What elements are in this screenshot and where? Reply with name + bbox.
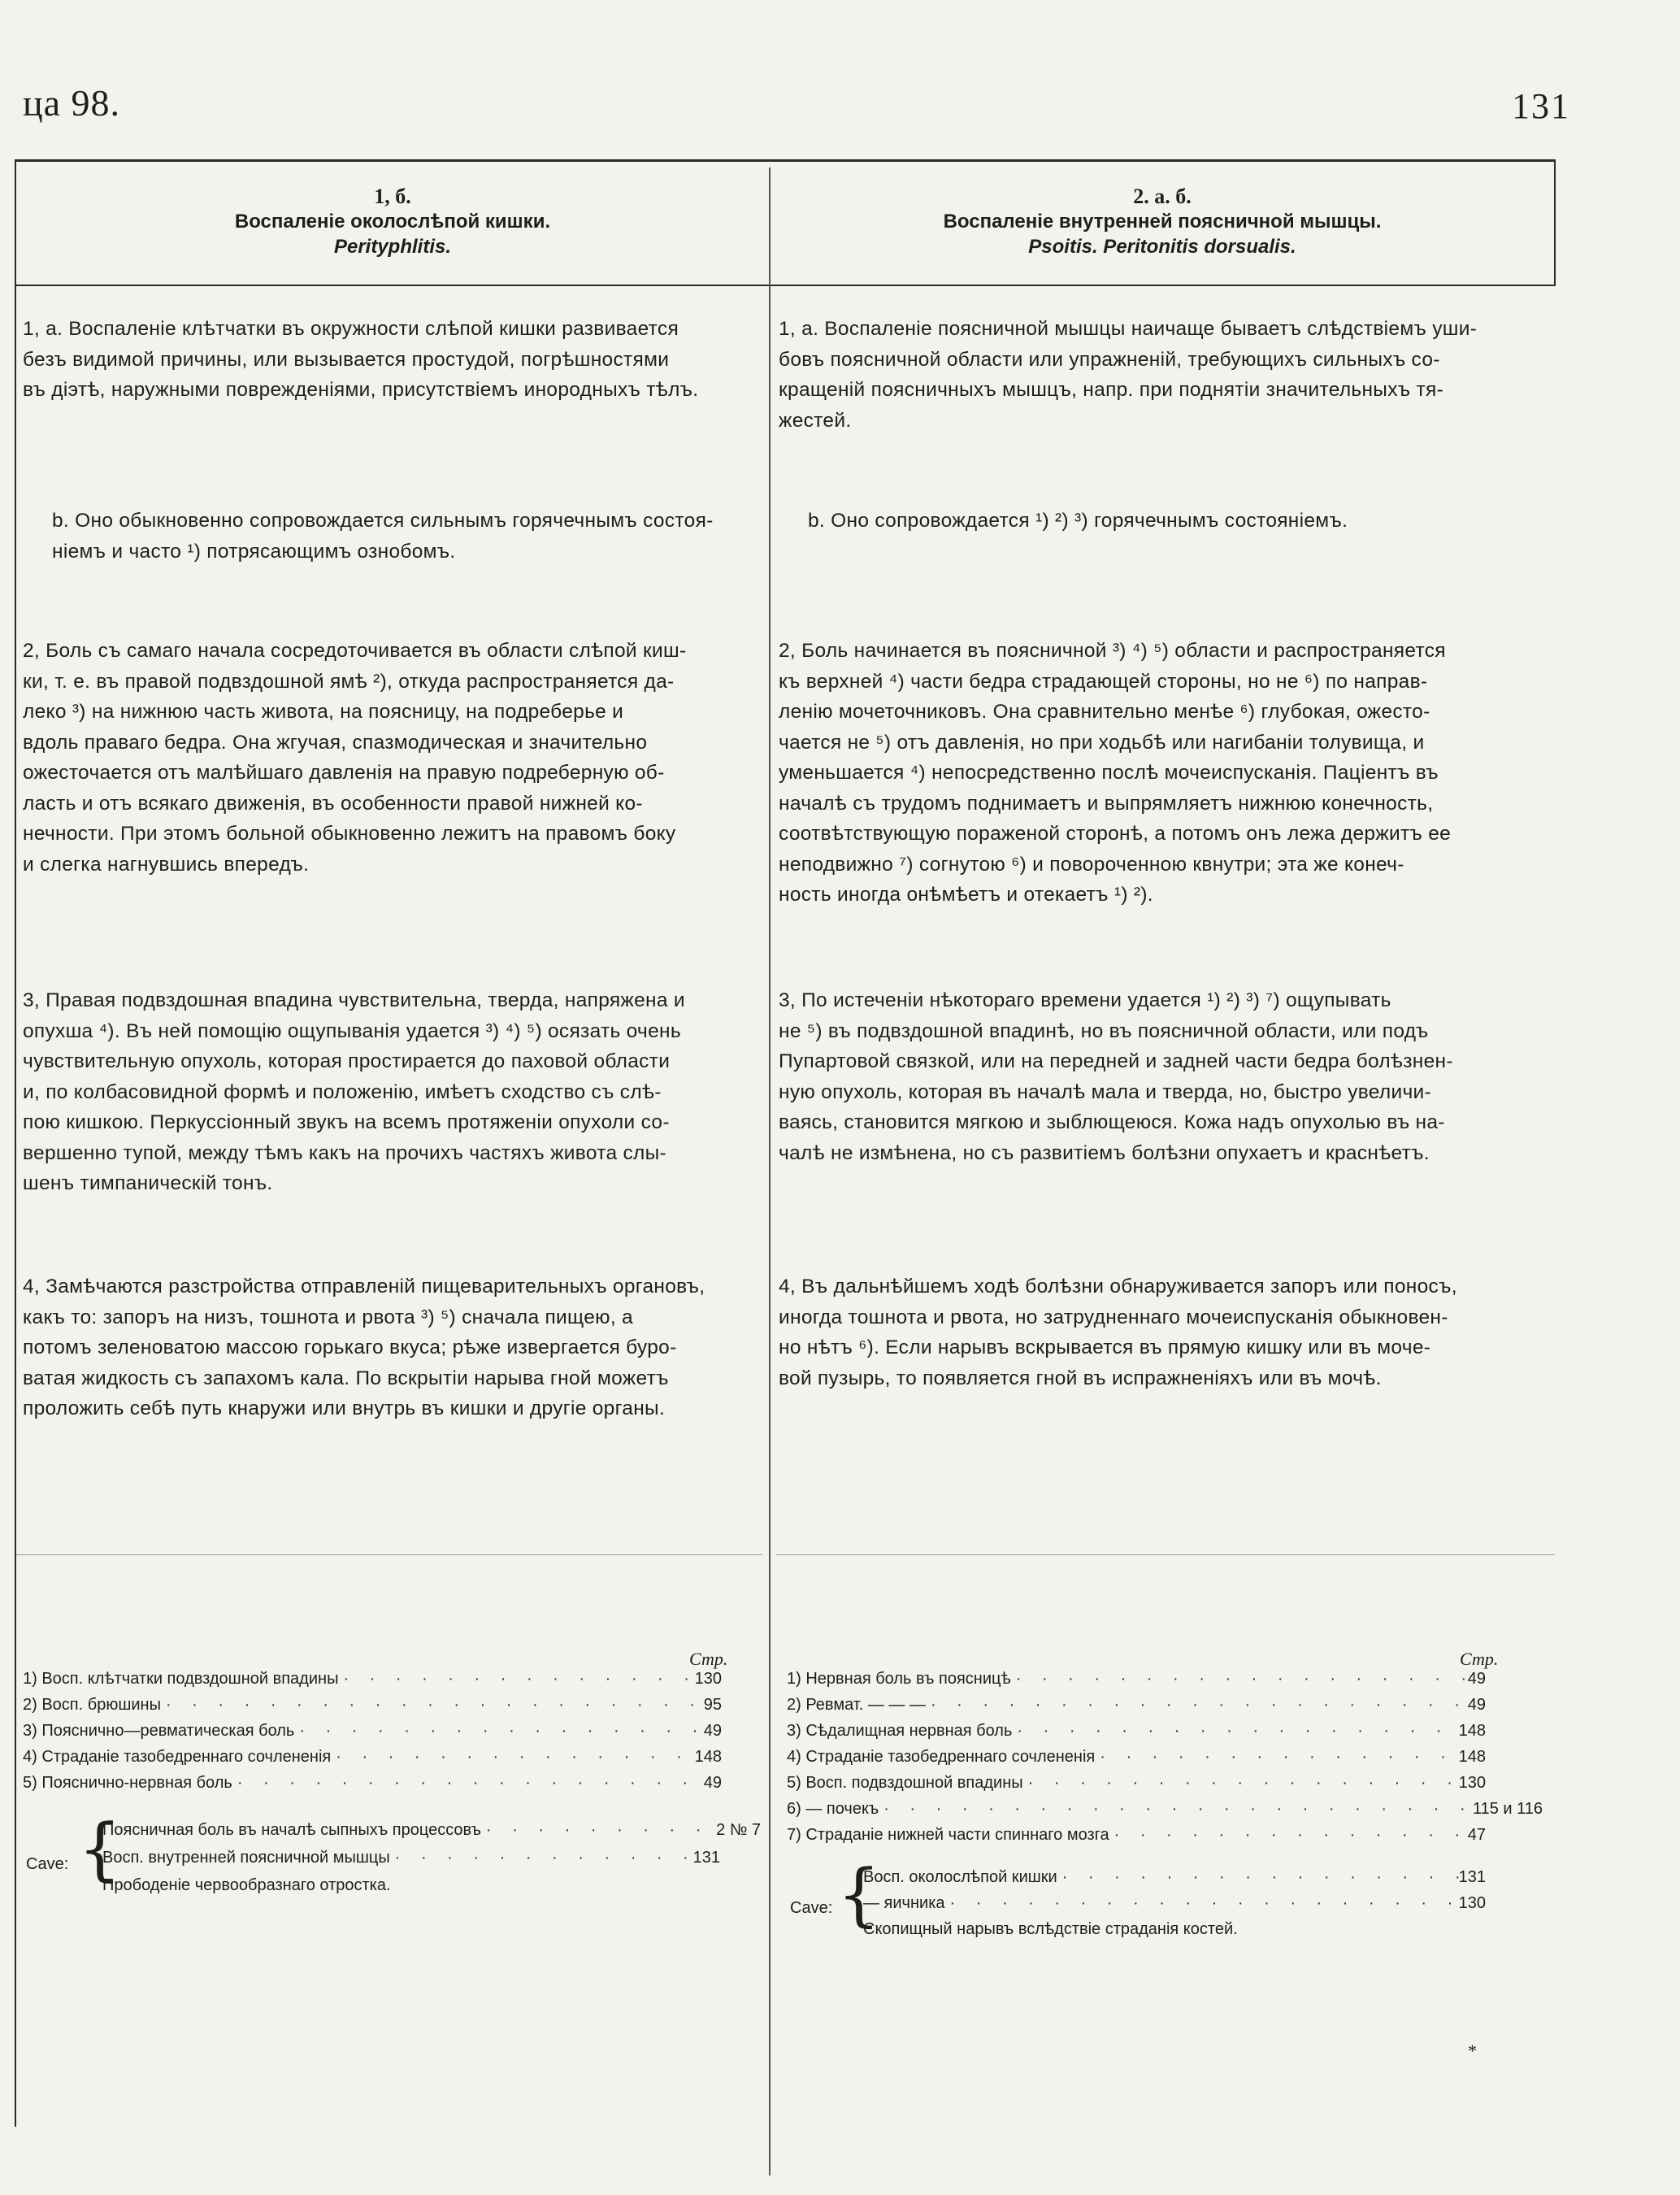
footnote-row — [787, 1722, 1486, 1749]
footnote-label: 2) Ревмат. — — — — [787, 1696, 926, 1714]
cave-page: 130 — [1458, 1894, 1486, 1912]
footnote-row — [23, 1696, 722, 1723]
footnote-row — [787, 1774, 1486, 1802]
right-border — [1554, 159, 1556, 286]
footnote-page: 130 — [1458, 1774, 1486, 1792]
footnote-label: 5) Восп. подвздошной впадины — [787, 1774, 1023, 1792]
footnote-label: 3) Сѣдалищная нервная боль — [787, 1722, 1013, 1740]
footnote-page: 115 и 116 — [1472, 1800, 1543, 1818]
cave-item: Восп. внутренней поясничной мышцы — [102, 1849, 390, 1867]
paragraph: 4, Въ дальнѣйшемъ ходѣ болѣзни обнаруживается запоръ или поносъ, иногда тошнота и рвота, но затрудненнаго мочеиспусканія обыкновен- но нѣтъ ⁶). Если нарывъ вскрывается въ прямую кишку или въ моче- вой пузырь, то появляется гной въ испражненіяхъ или въ мочѣ. — [779, 1276, 1457, 1389]
paragraph: 2, Боль съ самаго начала сосредоточивается въ области слѣпой киш- ки, т. е. въ правой подвздошной ямѣ ²), откуда распространяется да- леко ³) на нижнюю часть живота, на поясницу, на подреберье и вдоль праваго бедра. Она жгучая, спазмодическая и значительно ожесточается отъ малѣйшаго давленія на правую подреберную об- ласть и отъ всякаго движенія, въ особенности правой нижней ко- нечности. При этомъ больной обыкновенно лежитъ на правомъ боку и слегка нагнувшись впередъ. — [23, 640, 687, 876]
footnote-row — [787, 1826, 1486, 1854]
footnote-page: 148 — [1458, 1748, 1486, 1766]
heading-number: 1, б. — [374, 185, 411, 208]
paragraph: 1, а. Воспаленіе поясничной мышцы наичаще бываетъ слѣдствіемъ уши- бовъ поясничной области или упражненій, требующихъ сильныхъ со- кращеній поясничныхъ мышцъ, напр. при поднятіи значительныхъ тя- жестей. — [779, 318, 1478, 432]
footnote-row — [787, 1696, 1486, 1723]
paragraph: 3, По истеченіи нѣкотораго времени удается ¹) ²) ³) ⁷) ощупывать не ⁵) въ подвздошной впадинѣ, но въ поясничной области, или подъ Пупартовой связкой, или на передней и задней части бедра болѣзнен- ную опухоль, которая въ началѣ мала и тверда, но, быстро увеличи- ваясь, становится мягкою и зыблющеюся. Кожа надъ опухолью въ на- чалѣ не измѣнена, но съ развитіемъ болѣзни опухаетъ и краснѣетъ. — [779, 989, 1453, 1164]
footnote-page: 47 — [1467, 1826, 1486, 1844]
footnote-rule-right — [776, 1554, 1555, 1555]
cave-row — [102, 1876, 720, 1904]
footnote-row — [23, 1748, 722, 1776]
cave-row — [863, 1894, 1486, 1922]
printer-mark: * — [1468, 2041, 1477, 2061]
brace: { — [837, 1854, 881, 1934]
cave-page: 131 — [1458, 1868, 1486, 1886]
footnote-label: 7) Страданіе нижней части спиннаго мозга — [787, 1826, 1109, 1844]
footnote-label: 2) Восп. брюшины — [23, 1696, 161, 1714]
column-heading-right — [771, 184, 1554, 259]
cave-item: — яичника — [863, 1894, 945, 1912]
cave-page: 2 № 7 — [716, 1821, 761, 1839]
footnote-page: 49 — [703, 1722, 722, 1740]
paragraph: 2, Боль начинается въ поясничной ³) ⁴) ⁵) области и распространяется къ верхней ⁴) части бедра страдающей стороны, но не ⁶) по направ- ленію мочеточниковъ. Она сравнительно менѣе ⁶) глубокая, ожесто- чается не ⁵) отъ давленія, но при ходьбѣ или нагибаніи толувища, и уменьшается ⁴) непосредственно послѣ мочеиспусканія. Паціентъ въ началѣ съ трудомъ поднимаетъ и выпрямляетъ нижнюю конечность, соотвѣтствующую пораженой сторонѣ, а потомъ онъ лежа держитъ ее неподвижно ⁷) согнутою ⁶) и повороченною квнутри; эта же конеч- ность иногда онѣмѣетъ и отекаетъ ¹) ²). — [779, 640, 1452, 906]
footnote-page: 148 — [694, 1748, 722, 1766]
footnote-row — [787, 1670, 1486, 1697]
column-divider — [769, 167, 771, 2175]
cave-item: Поясничная боль въ началѣ сыпныхъ процессовъ — [102, 1821, 481, 1839]
footnote-row — [787, 1800, 1543, 1828]
footnote-page: 49 — [1467, 1696, 1486, 1714]
footnotes-page-header: Стр. — [689, 1649, 728, 1669]
header-rule — [15, 285, 1555, 286]
footnote-label: 3) Пояснично—ревматическая боль — [23, 1722, 295, 1740]
paragraph: 1, а. Воспаленіе клѣтчатки въ окружности слѣпой кишки развивается безъ видимой причины, или вызывается простудой, погрѣшностями въ діэтѣ, наружными поврежденіями, присутствіемъ инородныхъ тѣлъ. — [23, 318, 699, 401]
cave-label: Cave: — [790, 1899, 833, 1917]
footnote-label: 5) Пояснично-нервная боль — [23, 1774, 232, 1792]
heading-number: 2. а. б. — [1133, 185, 1192, 208]
cave-item: Скопищный нарывъ вслѣдствіе страданія костей. — [863, 1920, 1238, 1938]
footnote-page: 95 — [703, 1696, 722, 1714]
top-rule — [15, 159, 1555, 162]
paragraph: 4, Замѣчаются разстройства отправленій пищеварительныхъ органовъ, какъ то: запоръ на низъ, тошнота и рвота ³) ⁵) сначала пищею, а потомъ зеленоватою массою горькаго вкуса; рѣже извергается буро- ватая жидкость съ запахомъ кала. По вскрытіи нарыва гной можетъ проложить себѣ путь кнаружи или внутрь въ кишки и другіе органы. — [23, 1276, 705, 1419]
footnote-label: 1) Восп. клѣтчатки подвздошной впадины — [23, 1670, 339, 1688]
cave-item: Прободеніе червообразнаго отростка. — [102, 1876, 391, 1894]
cave-row — [863, 1868, 1486, 1896]
cave-label: Cave: — [26, 1855, 69, 1873]
cave-row — [102, 1849, 720, 1876]
running-header: ца 98. — [23, 82, 121, 124]
heading-title: Воспаленіе околослѣпой кишки. — [234, 211, 551, 233]
footnote-row — [787, 1748, 1486, 1776]
footnote-row — [23, 1722, 722, 1749]
cave-row — [863, 1920, 1513, 1948]
footnote-label: 1) Нервная боль въ поясницѣ — [787, 1670, 1011, 1688]
footnote-row — [23, 1774, 722, 1802]
cave-item: Восп. околослѣпой кишки — [863, 1868, 1057, 1886]
column-heading-left — [16, 184, 769, 259]
footnote-rule-left — [15, 1554, 762, 1555]
footnote-page: 130 — [694, 1670, 722, 1688]
footnote-page: 49 — [1467, 1670, 1486, 1688]
footnote-row — [23, 1670, 722, 1697]
heading-title: Воспаленіе внутренней поясничной мышцы. — [943, 211, 1382, 233]
left-border — [15, 159, 16, 2127]
page-number: 131 — [1512, 86, 1570, 126]
paragraph: b. Оно сопровождается ¹) ²) ³) горячечнымъ состояніемъ. — [808, 510, 1348, 532]
cave-row — [102, 1821, 761, 1849]
footnote-label: 6) — почекъ — [787, 1800, 879, 1818]
footnote-label: 4) Страданіе тазобедреннаго сочлененія — [787, 1748, 1096, 1766]
brace: { — [78, 1809, 122, 1889]
footnote-label: 4) Страданіе тазобедреннаго сочлененія — [23, 1748, 332, 1766]
cave-page: 131 — [692, 1849, 720, 1867]
paragraph: b. Оно обыкновенно сопровождается сильнымъ горячечнымъ состоя- ніемъ и часто ¹) потрясающимъ ознобомъ. — [52, 510, 714, 563]
heading-latin: Perityphlitis. — [333, 236, 452, 258]
footnote-page: 49 — [703, 1774, 722, 1792]
heading-latin: Psoitis. Peritonitis dorsualis. — [1028, 236, 1296, 258]
footnotes-page-header: Стр. — [1460, 1649, 1499, 1669]
footnote-page: 148 — [1458, 1722, 1486, 1740]
paragraph: 3, Правая подвздошная впадина чувствительна, тверда, напряжена и опухша ⁴). Въ ней помощію ощупыванія удается ³) ⁴) ⁵) осязать очень чувствительную опухоль, которая простирается до паховой области и, по колбасовидной формѣ и положенію, имѣетъ сходство съ слѣ- пою кишкою. Перкуссіонный звукъ на всемъ протяженіи опухоли со- вершенно тупой, между тѣмъ какъ на прочихъ частяхъ живота слы- шенъ тимпаническій тонъ. — [23, 989, 685, 1194]
